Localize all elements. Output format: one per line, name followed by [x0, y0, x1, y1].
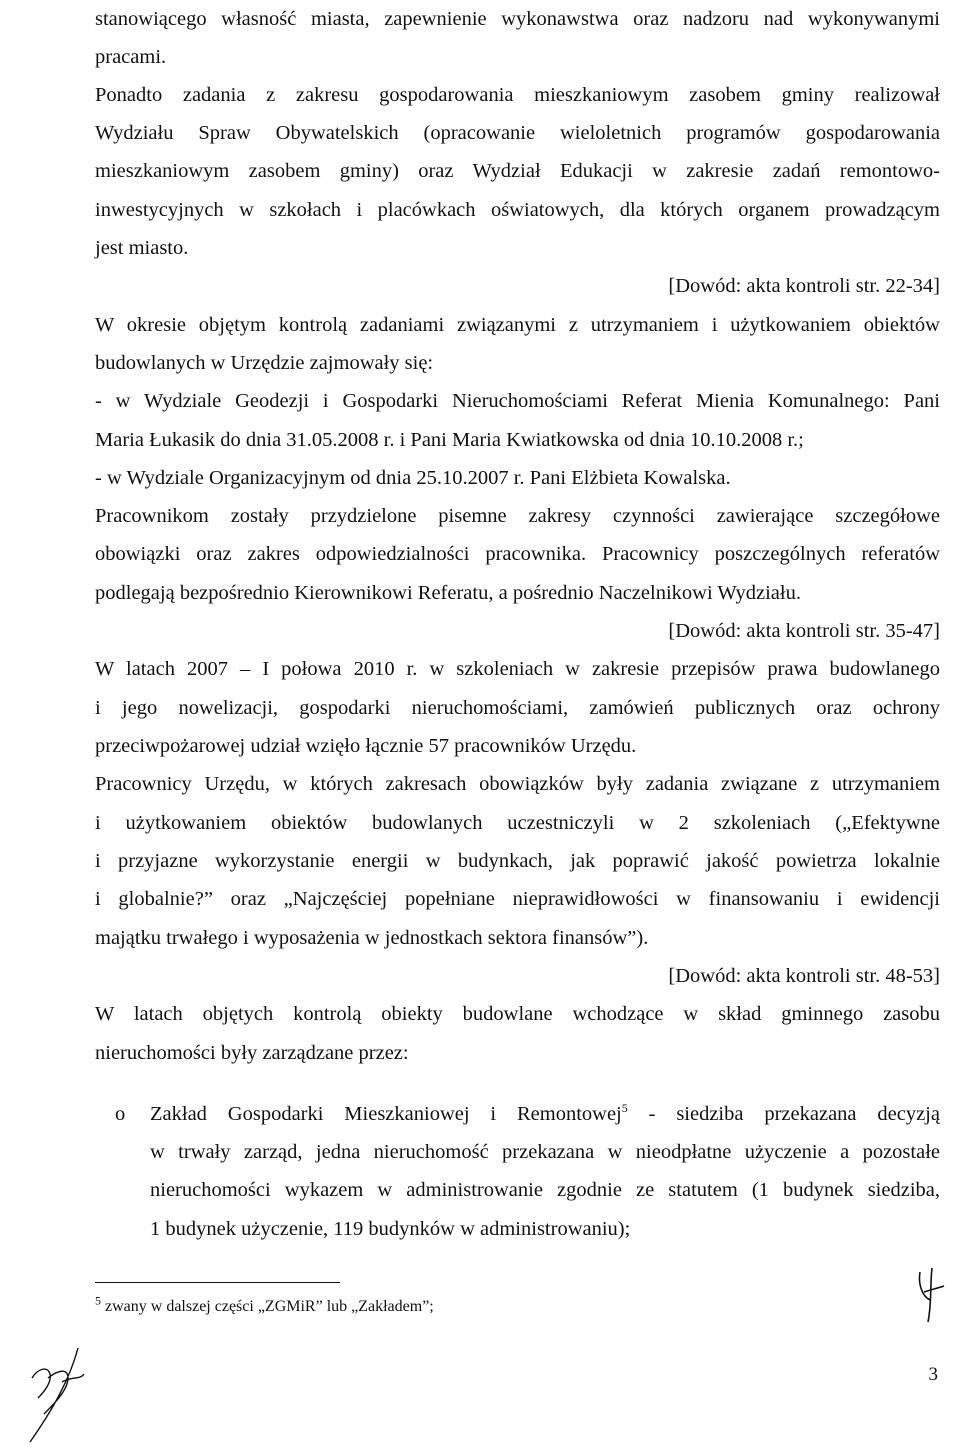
footnote-ref: 5: [621, 1101, 628, 1116]
text-line: [Dowód: akta kontroli str. 22-34]: [668, 275, 940, 297]
text-line: i użytkowaniem obiektów budowlanych uczestniczyli w 2 szkoleniach („Efektywne: [95, 812, 940, 834]
footnote-separator: [95, 1282, 340, 1283]
text-line: budowlanych w Urzędzie zajmowały się:: [95, 352, 434, 374]
bullet-text-line: w trwały zarząd, jedna nieruchomość przekazana w nieodpłatne użyczenie a pozostałe: [150, 1141, 940, 1163]
text-line: Pracownicy Urzędu, w których zakresach obowiązków były zadania związane z utrzymaniem: [95, 773, 940, 795]
text-line: inwestycyjnych w szkołach i placówkach oświatowych, dla których organem prowadzącym: [95, 199, 940, 221]
bullet-first-line: [150, 1095, 940, 1133]
text-line: [Dowód: akta kontroli str. 35-47]: [668, 620, 940, 642]
footnote: [95, 1293, 434, 1318]
bullet-line1-before: Zakład Gospodarki Mieszkaniowej i Remontowej: [150, 1103, 622, 1125]
text-line: i jego nowelizacji, gospodarki nieruchomościami, zamówień publicznych oraz ochrony: [95, 697, 940, 719]
text-line: i globalnie?” oraz „Najczęściej popełniane nieprawidłowości w finansowaniu i ewidencji: [95, 888, 940, 910]
text-line: W latach 2007 – I połowa 2010 r. w szkoleniach w zakresie przepisów prawa budowlanego: [95, 658, 940, 680]
text-line: majątku trwałego i wyposażenia w jednostkach sektora finansów”).: [95, 927, 649, 949]
initials-signature-left: [18, 1338, 118, 1448]
bullet-text-line: 1 budynek użyczenie, 119 budynków w administrowaniu);: [150, 1218, 631, 1240]
text-line: i przyjazne wykorzystanie energii w budynkach, jak poprawić jakość powietrza lokalnie: [95, 850, 940, 872]
text-line: mieszkaniowym zasobem gminy) oraz Wydział Edukacji w zakresie zadań remontowo-: [95, 160, 940, 182]
text-line: W okresie objętym kontrolą zadaniami związanymi z utrzymaniem i użytkowaniem obiektów: [95, 314, 940, 336]
text-line: obowiązki oraz zakres odpowiedzialności pracownika. Pracownicy poszczególnych referatów: [95, 543, 940, 565]
text-line: pracami.: [95, 46, 167, 68]
text-line: - w Wydziale Organizacyjnym od dnia 25.10.2007 r. Pani Elżbieta Kowalska.: [95, 467, 731, 489]
footnote-text: zwany w dalszej części „ZGMiR” lub „Zakładem”;: [101, 1298, 434, 1315]
bullet-line1-after: - siedziba przekazana decyzją: [627, 1103, 940, 1125]
text-line: Maria Łukasik do dnia 31.05.2008 r. i Pani Maria Kwiatkowska od dnia 10.10.2008 r.;: [95, 429, 804, 451]
text-line: przeciwpożarowej udział wzięło łącznie 57 pracowników Urzędu.: [95, 735, 637, 757]
text-line: podlegają bezpośrednio Kierownikowi Referatu, a pośrednio Naczelnikowi Wydziału.: [95, 582, 801, 604]
text-line: jest miasto.: [95, 237, 189, 259]
text-line: stanowiącego własność miasta, zapewnienie wykonawstwa oraz nadzoru nad wykonywanymi: [95, 8, 940, 30]
text-line: Pracownikom zostały przydzielone pisemne zakresy czynności zawierające szczegółowe: [95, 505, 940, 527]
text-line: Ponadto zadania z zakresu gospodarowania mieszkaniowym zasobem gminy realizował: [95, 84, 940, 106]
page-number: 3: [928, 1364, 938, 1385]
text-line: - w Wydziale Geodezji i Gospodarki Nieruchomościami Referat Mienia Komunalnego: Pani: [95, 390, 940, 412]
text-line: W latach objętych kontrolą obiekty budowlane wchodzące w skład gminnego zasobu: [95, 1003, 940, 1025]
text-line: Wydziału Spraw Obywatelskich (opracowanie wieloletnich programów gospodarowania: [95, 122, 940, 144]
initials-signature-right: [912, 1262, 948, 1326]
bullet-text-line: nieruchomości wykazem w administrowanie zgodnie ze statutem (1 budynek siedziba,: [150, 1179, 940, 1201]
footnote-number: 5: [95, 1293, 101, 1308]
text-line: nieruchomości były zarządzane przez:: [95, 1042, 409, 1064]
list-bullet: o: [115, 1103, 126, 1125]
text-line: [Dowód: akta kontroli str. 48-53]: [668, 965, 940, 987]
